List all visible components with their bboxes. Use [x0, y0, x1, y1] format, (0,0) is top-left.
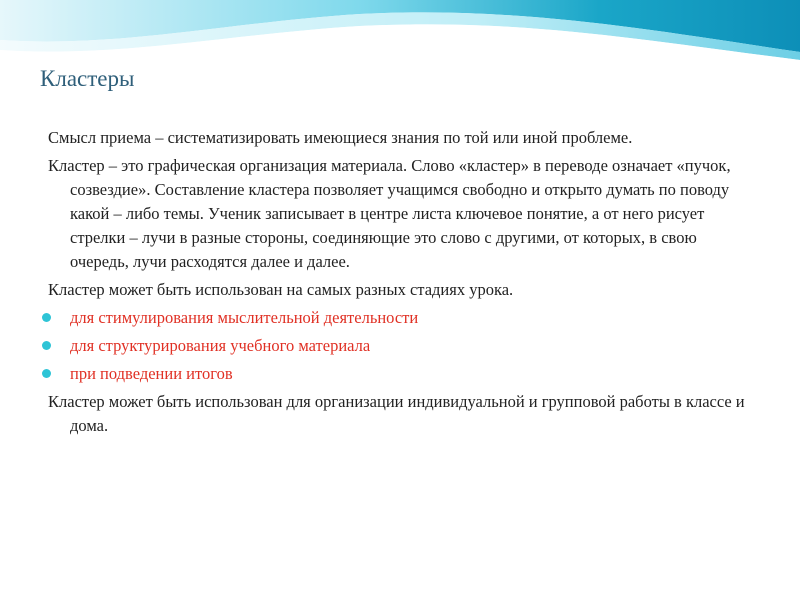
paragraph-purpose: Смысл приема – систематизировать имеющиеся знания по той или иной проблеме. [48, 128, 633, 147]
slide-body [48, 126, 758, 442]
bullet-dot-icon [42, 341, 51, 350]
paragraph-usage: Кластер может быть использован на самых разных стадиях урока. [48, 280, 514, 299]
header-wave-decoration [0, 0, 800, 70]
paragraph-closing: Кластер может быть использован для организации индивидуальной и групповой работы в классе и дома. [48, 392, 745, 435]
slide-title: Кластеры [40, 66, 135, 91]
bullet-item [48, 334, 758, 358]
bullet-dot-icon [42, 313, 51, 322]
bullet-item [48, 362, 758, 386]
bullet-text: для стимулирования мыслительной деятельности [70, 308, 419, 327]
paragraph-definition: Кластер – это графическая организация материала. Слово «кластер» в переводе означает «пучок, созвездие». Составление кластера позволяет учащимся свободно и открыто думать по поводу какой – либо темы. Ученик записывает в центре листа ключевое понятие, а от него рисует стрелки – лучи в разные стороны, соединяющие это слово с другими, от которых, в свою очередь, лучи расходятся далее и далее. [48, 156, 731, 271]
bullet-item [48, 306, 758, 330]
bullet-text: при подведении итогов [70, 364, 233, 383]
bullet-dot-icon [42, 369, 51, 378]
bullet-text: для структурирования учебного материала [70, 336, 371, 355]
